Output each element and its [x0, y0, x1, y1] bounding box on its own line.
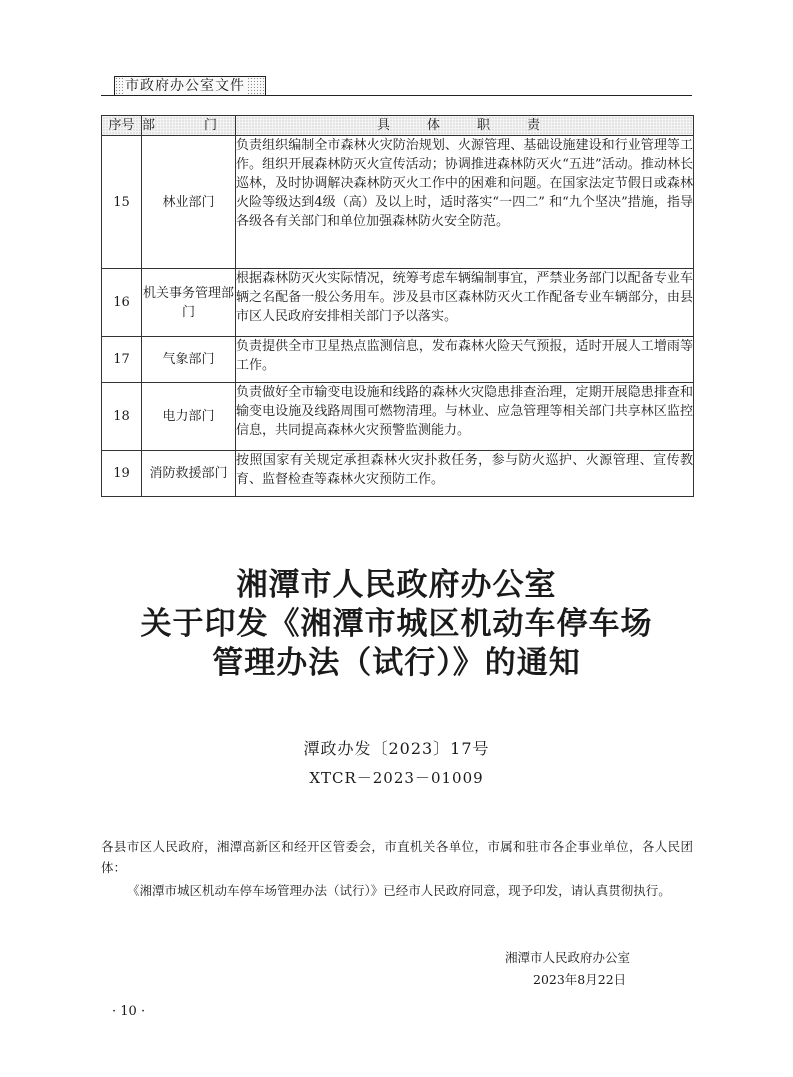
row-department: 气象部门	[142, 337, 236, 383]
table-row	[102, 337, 694, 383]
column-header-number: 序号	[102, 116, 142, 136]
table-row	[102, 136, 694, 269]
row-number: 19	[102, 451, 142, 497]
addressee-paragraph: 各县市区人民政府，湘潭高新区和经开区管委会，市直机关各单位，市属和驻市各企事业单位，各人民团体：	[101, 839, 693, 875]
table-row	[102, 451, 694, 497]
row-number: 16	[102, 269, 142, 337]
row-number: 17	[102, 337, 142, 383]
row-department: 机关事务管理部门	[142, 269, 236, 337]
page-number: · 10 ·	[112, 1004, 146, 1019]
document-number: 潭政办发〔2023〕17号	[303, 739, 490, 758]
notice-title-line: 关于印发《湘潭市城区机动车停车场	[140, 606, 653, 642]
notice-title-line: 湘潭市人民政府办公室	[236, 567, 557, 603]
row-department: 消防救援部门	[142, 451, 236, 497]
section-header-tab	[114, 76, 266, 96]
row-duties: 根据森林防灭火实际情况，统筹考虑车辆编制事宜，严禁业务部门以配备专业车辆之名配备一般公务用车。涉及县市区森林防灭火工作配备专业车辆部分，由县市区人民政府安排相关部门予以落实。	[236, 269, 694, 337]
row-number: 18	[102, 383, 142, 451]
header-rule	[101, 95, 692, 96]
document-code: XTCR－2023－01009	[309, 769, 484, 787]
body-paragraph: 《湘潭市城区机动车停车场管理办法（试行）》已经市人民政府同意，现予印发，请认真贯彻执行。	[127, 883, 671, 898]
table-row	[102, 383, 694, 451]
table-row	[102, 269, 694, 337]
table-header-row	[102, 116, 694, 136]
notice-title	[0, 566, 793, 683]
responsibility-table	[101, 115, 694, 497]
row-duties: 负责组织编制全市森林火灾防治规划、火源管理、基础设施建设和行业管理等工作。组织开展森林防灭火宣传活动；协调推进森林防灭火“五进”活动。推动林长巡林，及时协调解决森林防灭火工作中的困难和问题。在国家法定节假日或森林火险等级达到4级（高）及以上时，适时落实“一四二” 和“九个坚决”措施，指导各级各有关部门和单位加强森林防火安全防范。	[236, 136, 694, 269]
row-duties: 负责做好全市输变电设施和线路的森林火灾隐患排查治理，定期开展隐患排查和输变电设施及线路周围可燃物清理。与林业、应急管理等相关部门共享林区监控信息，共同提高森林火灾预警监测能力。	[236, 383, 694, 451]
column-header-duties: 具 体 职 责	[236, 116, 694, 136]
row-duties: 按照国家有关规定承担森林火灾扑救任务，参与防火巡护、火源管理、宣传教育、监督检查等森林火灾预防工作。	[236, 451, 694, 497]
section-header-label: 市政府办公室文件	[125, 78, 245, 94]
row-number: 15	[102, 136, 142, 269]
row-department: 电力部门	[142, 383, 236, 451]
signature-organization: 湘潭市人民政府办公室	[505, 950, 631, 965]
column-header-department: 部 门	[142, 116, 236, 136]
row-department: 林业部门	[142, 136, 236, 269]
signature-date: 2023年8月22日	[533, 972, 627, 987]
row-duties: 负责提供全市卫星热点监测信息，发布森林火险天气预报，适时开展人工增雨等工作。	[236, 337, 694, 383]
notice-title-line: 管理办法（试行）》的通知	[212, 645, 581, 681]
